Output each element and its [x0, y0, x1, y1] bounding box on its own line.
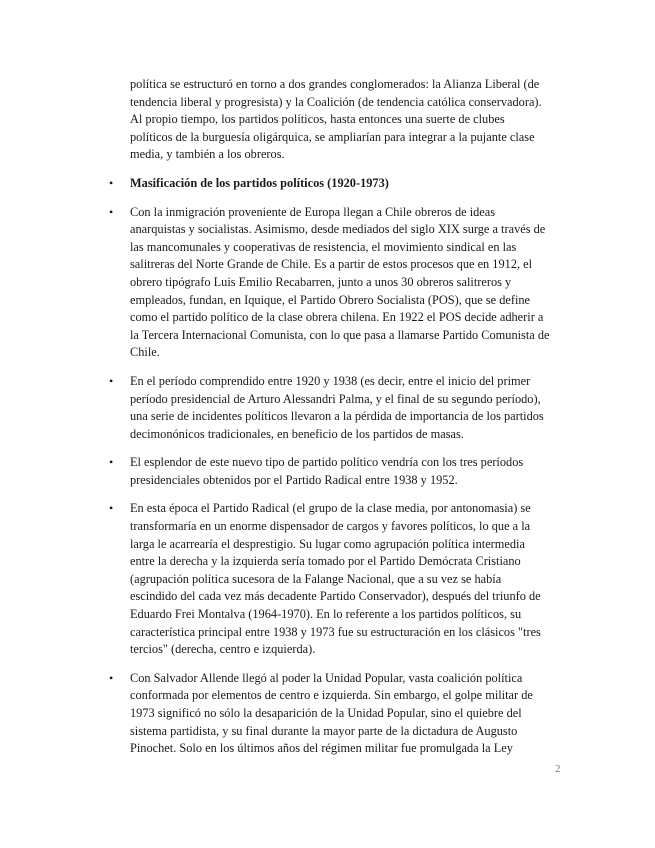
- bullet-text: En el período comprendido entre 1920 y 1938 (es decir, entre el inicio del primer período presidencial de Arturo Alessandri Palma, y el final de su segundo período), una serie de incidentes políticos llevaron a la pérdida de importancia de los partidos decimonónicos tradicionales, en beneficio de los partidos de masas.: [130, 373, 544, 441]
- page-content: [109, 76, 550, 758]
- bullet-icon: •: [109, 501, 114, 516]
- bullet-icon: •: [109, 373, 114, 388]
- bullet-icon: •: [109, 670, 114, 685]
- intro-paragraph: política se estructuró en torno a dos grandes conglomerados: la Alianza Liberal (de tendencia liberal y progresista) y la Coalición (de tendencia católica conservadora). Al propio tiempo, los partidos políticos, hasta entonces una suerte de clubes políticos de la burguesía oligárquica, se ampliarían para integrar a la pujante clase media, y también a los obreros.: [130, 77, 542, 162]
- section-heading: Masificación de los partidos políticos (1920-1973): [130, 175, 389, 190]
- bullet-item-2: [109, 373, 550, 443]
- bullet-icon: •: [109, 204, 114, 219]
- bullet-item-1: [109, 204, 550, 362]
- page-number: 2: [555, 763, 561, 775]
- bullet-item-3: [109, 454, 550, 489]
- bullet-text: En esta época el Partido Radical (el grupo de la clase media, por antonomasia) se transformaría en un enorme dispensador de cargos y favores políticos, lo que a la larga le acarrearía el desprestigio. Su lugar como agrupación política intermedia entre la derecha y la izquierda sería tomado por el Partido Demócrata Cristiano (agrupación política sucesora de la Falange Nacional, que a su vez se había escindido del cada vez más decadente Partido Conservador), después del triunfo de Eduardo Frei Montalva (1964-1970). En lo referente a los partidos políticos, su característica principal entre 1938 y 1973 fue su estructuración en los clásicos "tres tercios" (derecha, centro e izquierda).: [130, 501, 541, 657]
- bullet-text: El esplendor de este nuevo tipo de partido político vendría con los tres períodos presidenciales obtenidos por el Partido Radical entre 1938 y 1952.: [130, 455, 524, 487]
- bullet-icon: •: [109, 455, 114, 470]
- bullet-text: Con Salvador Allende llegó al poder la Unidad Popular, vasta coalición política conformada por elementos de centro e izquierda. Sin embargo, el golpe militar de 1973 significó no sólo la desaparición de la Unidad Popular, sino el quiebre del sistema partidista, y su final durante la mayor parte de la dictadura de Augusto Pinochet. Solo en los últimos años del régimen militar fue promulgada la Ley: [130, 670, 533, 756]
- bullet-item-5: [109, 670, 550, 758]
- bullet-item-4: [109, 500, 550, 658]
- bullet-icon: •: [109, 175, 114, 190]
- section-heading-item: [109, 175, 550, 193]
- bullet-text: Con la inmigración proveniente de Europa llegan a Chile obreros de ideas anarquistas y socialistas. Asimismo, desde mediados del siglo XIX surge a través de las mancomunales y cooperativas de resistencia, el movimiento sindical en las salitreras del Norte Grande de Chile. Es a partir de estos procesos que en 1912, el obrero tipógrafo Luis Emilio Recabarren, junto a unos 30 obreros salitreros y empleados, fundan, en Iquique, el Partido Obrero Socialista (POS), que se define como el partido político de la clase obrera chilena. En 1922 el POS decide adherir a la Tercera Internacional Comunista, con lo que pasa a llamarse Partido Comunista de Chile.: [130, 204, 550, 360]
